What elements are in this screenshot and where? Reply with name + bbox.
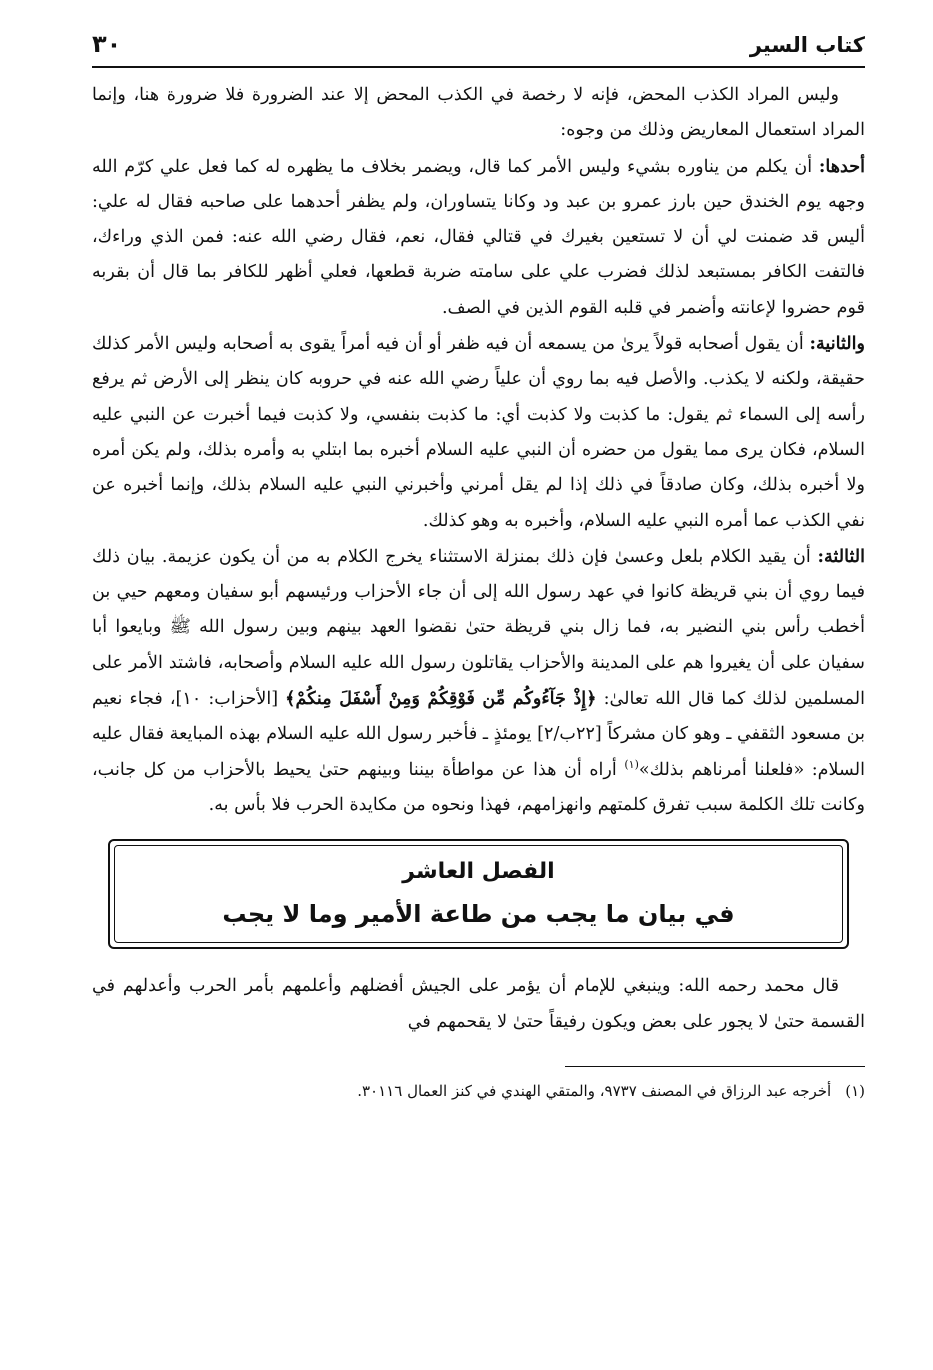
footnote (92, 1079, 865, 1103)
chapter-heading-box (108, 839, 849, 949)
first-way-label: أحدها: (818, 155, 865, 177)
paragraph-chapter-opening: قال محمد رحمه الله: وينبغي للإمام أن يؤمر على الجيش أفضلهم وأعلمهم بأمر الحرب وأعدلهم في القسمة حتىٰ لا يجور على بعض ويكون رفيقاً حتىٰ لا يقحمهم في (92, 976, 865, 1032)
third-way-text: أن يقيد الكلام بلعل وعسىٰ فإن ذلك بمنزلة الاستثناء يخرج الكلام به من أن يكون عزيمة. بيان ذلك فيما روي أن بني قريظة كانوا في عهد رسول الله إلى أن جاء الأحزاب ورئيسهم أبو سفيان ومعهم حيي بن أخطب رأس بني النضير به، فما زال بني قريظة حتىٰ نقضوا العهد بينهم وبين رسول الله ﷺ وبايعوا أبا سفيان على أن يغيروا هم على المدينة والأحزاب يقاتلون رسول الله عليه السلام وأصحابه، فاشتد الأمر على المسلمين لذلك كما قال الله تعالىٰ: (92, 546, 866, 710)
third-way-text-end: أراه أن هذا عن مواطأة بيننا وبينهم حتىٰ يحيط بالأحزاب من كل جانب، وكانت تلك الكلمة سبب تفرق كلمتهم وانهزامهم، فهذا ونحوه من مكايدة الحرب فلا بأس به. (92, 759, 865, 815)
page-header (92, 30, 865, 68)
paragraph-first-way (92, 149, 865, 326)
third-way-text-cont: [الأحزاب: ١٠]، فجاء نعيم بن مسعود الثقفي ـ وهو كان مشركاً [٢٢ب/٢] يومئذٍ ـ فأخبر رسول الله عليه السلام بهذه المبايعة فقال عليه السلام: «فلعلنا أمرناهم بذلك» (91, 689, 865, 780)
footnote-divider (565, 1066, 865, 1067)
page-number: ٣٠ (92, 30, 122, 58)
chapter-text (92, 969, 865, 1040)
book-title: كتاب السير (749, 33, 865, 57)
paragraph-second-way (92, 326, 865, 539)
footnote-reference: (١) (624, 757, 639, 771)
second-way-text: أن يقول أصحابه قولاً يرىٰ من يسمعه أن فيه ظفر أو أن فيه أمراً يقوى به أصحابه وليس الأمر كذلك حقيقة، ولكنه لا يكذب. والأصل فيه بما روي أن علياً رضي الله عنه في حروبه كان ينظر إلى الأرض ثم يرفع رأسه إلى السماء ثم يقول: ما كذبت ولا كذبت أي: ما كذبت بنفسي، ولا كذبت فيما أخبرت عن النبي عليه السلام، فكان يرى مما يقول من حضره أن النبي عليه السلام أخبره بما ابتلي به وأمره بذلك، ولم يكن أمره ولا أخبره بذلك، وكان صادقاً في ذلك إذا لم يقل أمرني وأخبرني النبي عليه السلام بذلك، وإنما أخبره عن نفي الكذب عما أمره النبي عليه السلام، وأخبره به وهو كذلك. (92, 334, 866, 531)
paragraph-intro: وليس المراد الكذب المحض، فإنه لا رخصة في الكذب المحض إلا عند الضرورة فلا ضرورة هنا، وإنما المراد استعمال المعاريض وذلك من وجوه: (92, 85, 865, 141)
chapter-subtitle: في بيان ما يجب من طاعة الأمير وما لا يجب (222, 900, 735, 929)
footnote-number: (١) (845, 1081, 865, 1100)
third-way-label: الثالثة: (817, 545, 866, 567)
paragraph-third-way (92, 539, 865, 823)
chapter-heading-inner (114, 845, 843, 943)
second-way-label: والثانية: (809, 333, 866, 355)
footnote-text: أخرجه عبد الرزاق في المصنف ٩٧٣٧، والمتقي الهندي في كنز العمال ٣٠١١٦. (357, 1081, 832, 1100)
main-text (92, 78, 865, 823)
quran-verse: ﴿إِذْ جَآءُوكُم مِّن فَوْقِكُمْ وَمِنْ أَسْفَلَ مِنكُمْ﴾ (285, 688, 597, 710)
first-way-text: أن يكلم من يناوره بشيء وليس الأمر كما قال، ويضمر بخلاف ما يظهره له كما فعل علي كرّم الله وجهه يوم الخندق حين بارز عمرو بن عبد ود وكانا يتساوران، ولم يظفر أحدهما على صاحبه فقال له علي: أليس قد ضمنت لي أن لا تستعين بغيرك في قتالي فقال، نعم، فقال رضي الله عنه: فمن الذي وراءك، فالتفت الكافر بمستبعد لذلك فضرب علي على سامته ضربة قطعها، فعلي أظهر للكافر بما قال أن بقربه قوم حضروا لإعانته وأضمر في قلبه القوم الذين في الصف. (92, 156, 865, 318)
chapter-title: الفصل العاشر (402, 859, 555, 885)
footnote-area (92, 1066, 865, 1103)
